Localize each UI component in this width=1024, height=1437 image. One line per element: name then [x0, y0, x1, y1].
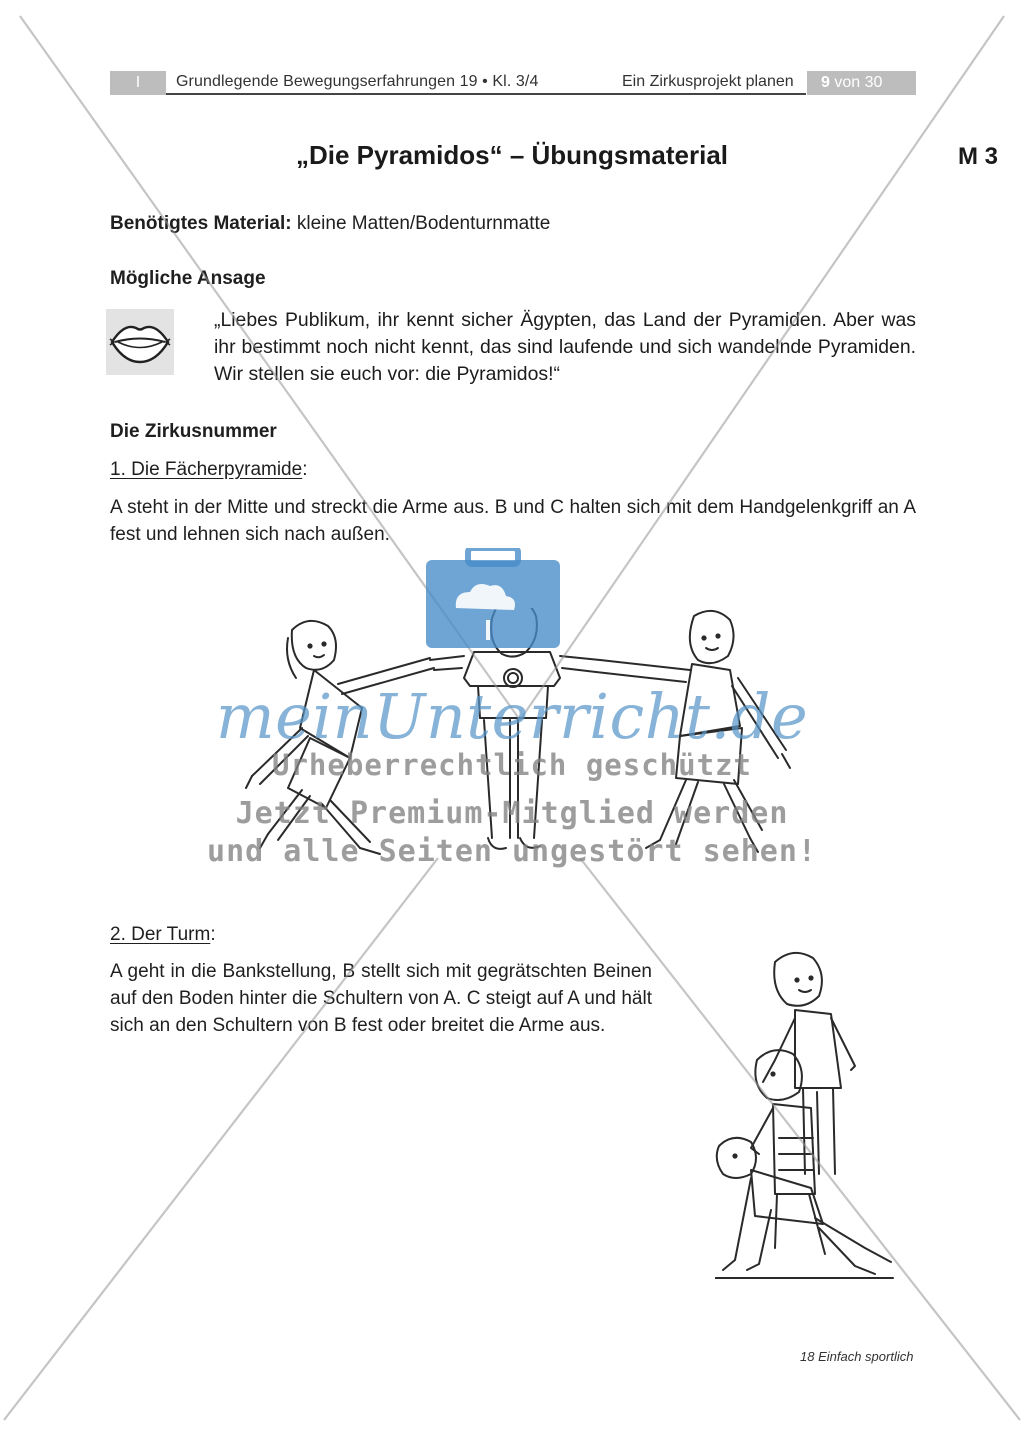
tower-illustration — [715, 948, 895, 1298]
fan-pyramid-illustration — [230, 608, 800, 870]
announcement-heading: Mögliche Ansage — [110, 268, 266, 289]
material-line — [110, 210, 550, 237]
page-current: 9 — [821, 74, 830, 91]
announcement-text: „Liebes Publikum, ihr kennt sicher Ägypten, das Land der Pyramiden. Aber was ihr bestimmt noch nicht kennt, das sind laufende und sich wandelnde Pyramiden. Wir stellen sie euch vor: die Pyramidos!“ — [214, 309, 916, 385]
source-credit: 18 Einfach sportlich — [800, 1349, 914, 1364]
watermark-brand: meinUnterricht.de — [215, 680, 809, 753]
lips-icon — [106, 309, 174, 375]
page-header — [110, 71, 916, 97]
watermark-line-1: Urheberrechtlich geschützt — [272, 748, 752, 782]
material-value: kleine Matten/Bodenturnmatte — [296, 213, 551, 234]
page-indicator — [807, 71, 916, 95]
step2-title: 2. Der Turm: — [110, 924, 216, 945]
page-total: von 30 — [834, 74, 883, 91]
step1-text: A steht in der Mitte und streckt die Arme aus. B und C halten sich mit dem Handgelenkgriff an A fest und lehnen sich nach außen. — [110, 497, 916, 545]
section-marker: I — [110, 71, 166, 95]
routine-heading: Die Zirkusnummer — [110, 421, 277, 442]
topic-title: Ein Zirkusprojekt planen — [622, 73, 794, 90]
header-rule — [166, 93, 806, 95]
material-label: Benötigtes Material: — [110, 213, 292, 234]
step2-text: A geht in die Bankstellung, B stellt sich mit gegrätschten Beinen auf den Boden hinter die Schultern von A. C steigt auf A und hält sich an den Schultern von B fest oder breitet die Arme aus. — [110, 961, 652, 1036]
watermark-line-2: Jetzt Premium-Mitglied werden — [235, 796, 789, 831]
series-title: Grundlegende Bewegungserfahrungen 19 • Kl. 3/4 — [176, 73, 539, 90]
page-title: „Die Pyramidos“ – Übungsmaterial — [295, 140, 729, 170]
step1-title: 1. Die Fächerpyramide: — [110, 459, 308, 480]
material-code: M 3 — [958, 143, 999, 170]
watermark-line-3: und alle Seiten ungestört sehen! — [207, 834, 817, 869]
